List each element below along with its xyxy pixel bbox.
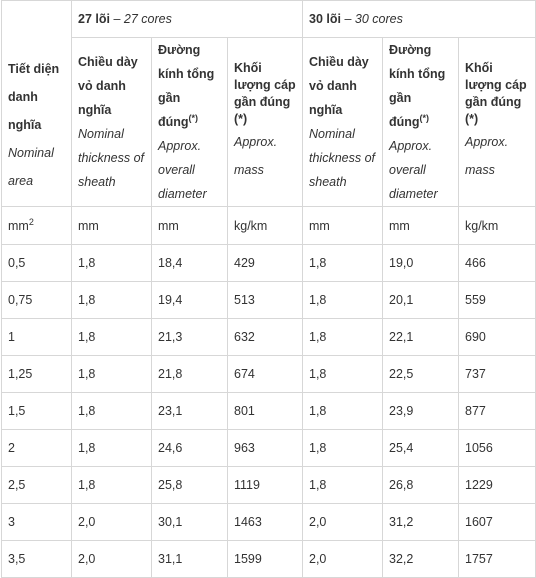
header-nominal-area-vi: Tiết diện danh nghĩa [8,61,60,132]
table-header [2,1,536,207]
header-diameter-en: Approx. overall diameter [389,139,438,201]
cell-area: 3,5 [2,541,72,578]
cell-area: 1,5 [2,393,72,430]
header-thickness-vi: Chiều dày vỏ danh nghĩa [309,55,369,117]
header-mass-27 [228,38,303,207]
table-row [2,504,536,541]
cell-area: 2,5 [2,467,72,504]
table-body [2,207,536,578]
unit-diameter-27: mm [152,207,228,245]
header-nominal-area-en: Nominal area [8,145,54,188]
table-row [2,393,536,430]
cell-diameter-27: 30,1 [152,504,228,541]
header-diameter-vi [389,38,452,134]
cell-thickness-27: 2,0 [72,504,152,541]
cell-diameter-27: 21,8 [152,356,228,393]
header-mass-vi: Khối lượng cáp gần đúng (*) [465,61,527,126]
cell-diameter-30: 22,5 [383,356,459,393]
header-diameter-30 [383,38,459,207]
header-diameter-mark: (*) [419,112,430,123]
cell-diameter-27: 23,1 [152,393,228,430]
cell-diameter-30: 23,9 [383,393,459,430]
cell-area: 0,75 [2,282,72,319]
cell-thickness-30: 1,8 [303,430,383,467]
header-diameter-en: Approx. overall diameter [158,139,207,201]
cell-mass-27: 632 [228,319,303,356]
header-group-27-cores [72,1,303,38]
unit-mass-27: kg/km [228,207,303,245]
unit-area-text: mm [8,218,29,233]
table-row [2,467,536,504]
cell-mass-30: 1757 [459,541,536,578]
table-row [2,356,536,393]
header-diameter-vi-text: Đường kính tổng gần đúng [389,43,446,129]
cell-mass-27: 801 [228,393,303,430]
cell-mass-30: 466 [459,245,536,282]
cell-area: 0,5 [2,245,72,282]
cell-mass-27: 963 [228,430,303,467]
header-mass-en: Approx. mass [234,135,278,177]
cell-area: 1,25 [2,356,72,393]
table-row [2,319,536,356]
header-diameter-vi-text: Đường kính tổng gần đúng [158,43,215,129]
cell-thickness-30: 1,8 [303,393,383,430]
group-30-en: 30 cores [354,12,403,26]
group-30-sep: – [340,12,355,26]
cell-thickness-27: 2,0 [72,541,152,578]
table-row [2,430,536,467]
cell-mass-27: 513 [228,282,303,319]
cell-diameter-30: 32,2 [383,541,459,578]
cell-diameter-27: 18,4 [152,245,228,282]
cell-thickness-30: 1,8 [303,356,383,393]
group-27-en: 27 cores [123,12,172,26]
cell-diameter-30: 19,0 [383,245,459,282]
units-row [2,207,536,245]
cell-mass-27: 429 [228,245,303,282]
unit-area [2,207,72,245]
cell-thickness-27: 1,8 [72,245,152,282]
cell-diameter-30: 20,1 [383,282,459,319]
cell-thickness-27: 1,8 [72,319,152,356]
cell-area: 1 [2,319,72,356]
header-thickness-27 [72,38,152,207]
group-27-sep: – [109,12,124,26]
cell-diameter-30: 31,2 [383,504,459,541]
cell-mass-30: 1607 [459,504,536,541]
cell-mass-30: 737 [459,356,536,393]
unit-mass-30: kg/km [459,207,536,245]
cell-mass-30: 877 [459,393,536,430]
unit-thickness-30: mm [303,207,383,245]
header-mass-30 [459,38,536,207]
table-row [2,541,536,578]
table-row [2,245,536,282]
cell-diameter-30: 26,8 [383,467,459,504]
cell-mass-27: 1463 [228,504,303,541]
cell-mass-30: 559 [459,282,536,319]
cell-diameter-30: 25,4 [383,430,459,467]
cell-thickness-30: 1,8 [303,319,383,356]
header-thickness-en: Nominal thickness of sheath [78,127,145,189]
unit-thickness-27: mm [72,207,152,245]
cell-diameter-27: 19,4 [152,282,228,319]
cell-mass-30: 690 [459,319,536,356]
cell-thickness-27: 1,8 [72,393,152,430]
cell-area: 2 [2,430,72,467]
cell-thickness-27: 1,8 [72,467,152,504]
cell-thickness-30: 2,0 [303,541,383,578]
header-thickness-en: Nominal thickness of sheath [309,127,376,189]
header-diameter-mark: (*) [188,112,199,123]
cell-mass-27: 674 [228,356,303,393]
header-group-30-cores [303,1,536,38]
cell-mass-30: 1229 [459,467,536,504]
cell-mass-27: 1119 [228,467,303,504]
header-mass-en: Approx. mass [465,135,509,177]
cable-spec-table [1,0,536,578]
table-row [2,282,536,319]
header-nominal-area [2,1,72,207]
header-mass-vi: Khối lượng cáp gần đúng (*) [234,61,296,126]
header-diameter-vi [158,38,221,134]
cell-diameter-27: 25,8 [152,467,228,504]
cell-diameter-27: 21,3 [152,319,228,356]
cell-thickness-27: 1,8 [72,430,152,467]
cell-mass-27: 1599 [228,541,303,578]
cell-thickness-30: 1,8 [303,282,383,319]
cell-diameter-30: 22,1 [383,319,459,356]
header-diameter-27 [152,38,228,207]
cell-thickness-30: 2,0 [303,504,383,541]
cell-diameter-27: 24,6 [152,430,228,467]
group-30-vi: 30 lõi [309,12,341,26]
group-27-vi: 27 lõi [78,12,110,26]
unit-diameter-30: mm [383,207,459,245]
cell-area: 3 [2,504,72,541]
cell-thickness-30: 1,8 [303,467,383,504]
cell-thickness-30: 1,8 [303,245,383,282]
header-thickness-vi: Chiều dày vỏ danh nghĩa [78,55,138,117]
cell-thickness-27: 1,8 [72,282,152,319]
cell-thickness-27: 1,8 [72,356,152,393]
header-thickness-30 [303,38,383,207]
cell-mass-30: 1056 [459,430,536,467]
cell-diameter-27: 31,1 [152,541,228,578]
unit-area-sup: 2 [28,216,34,227]
